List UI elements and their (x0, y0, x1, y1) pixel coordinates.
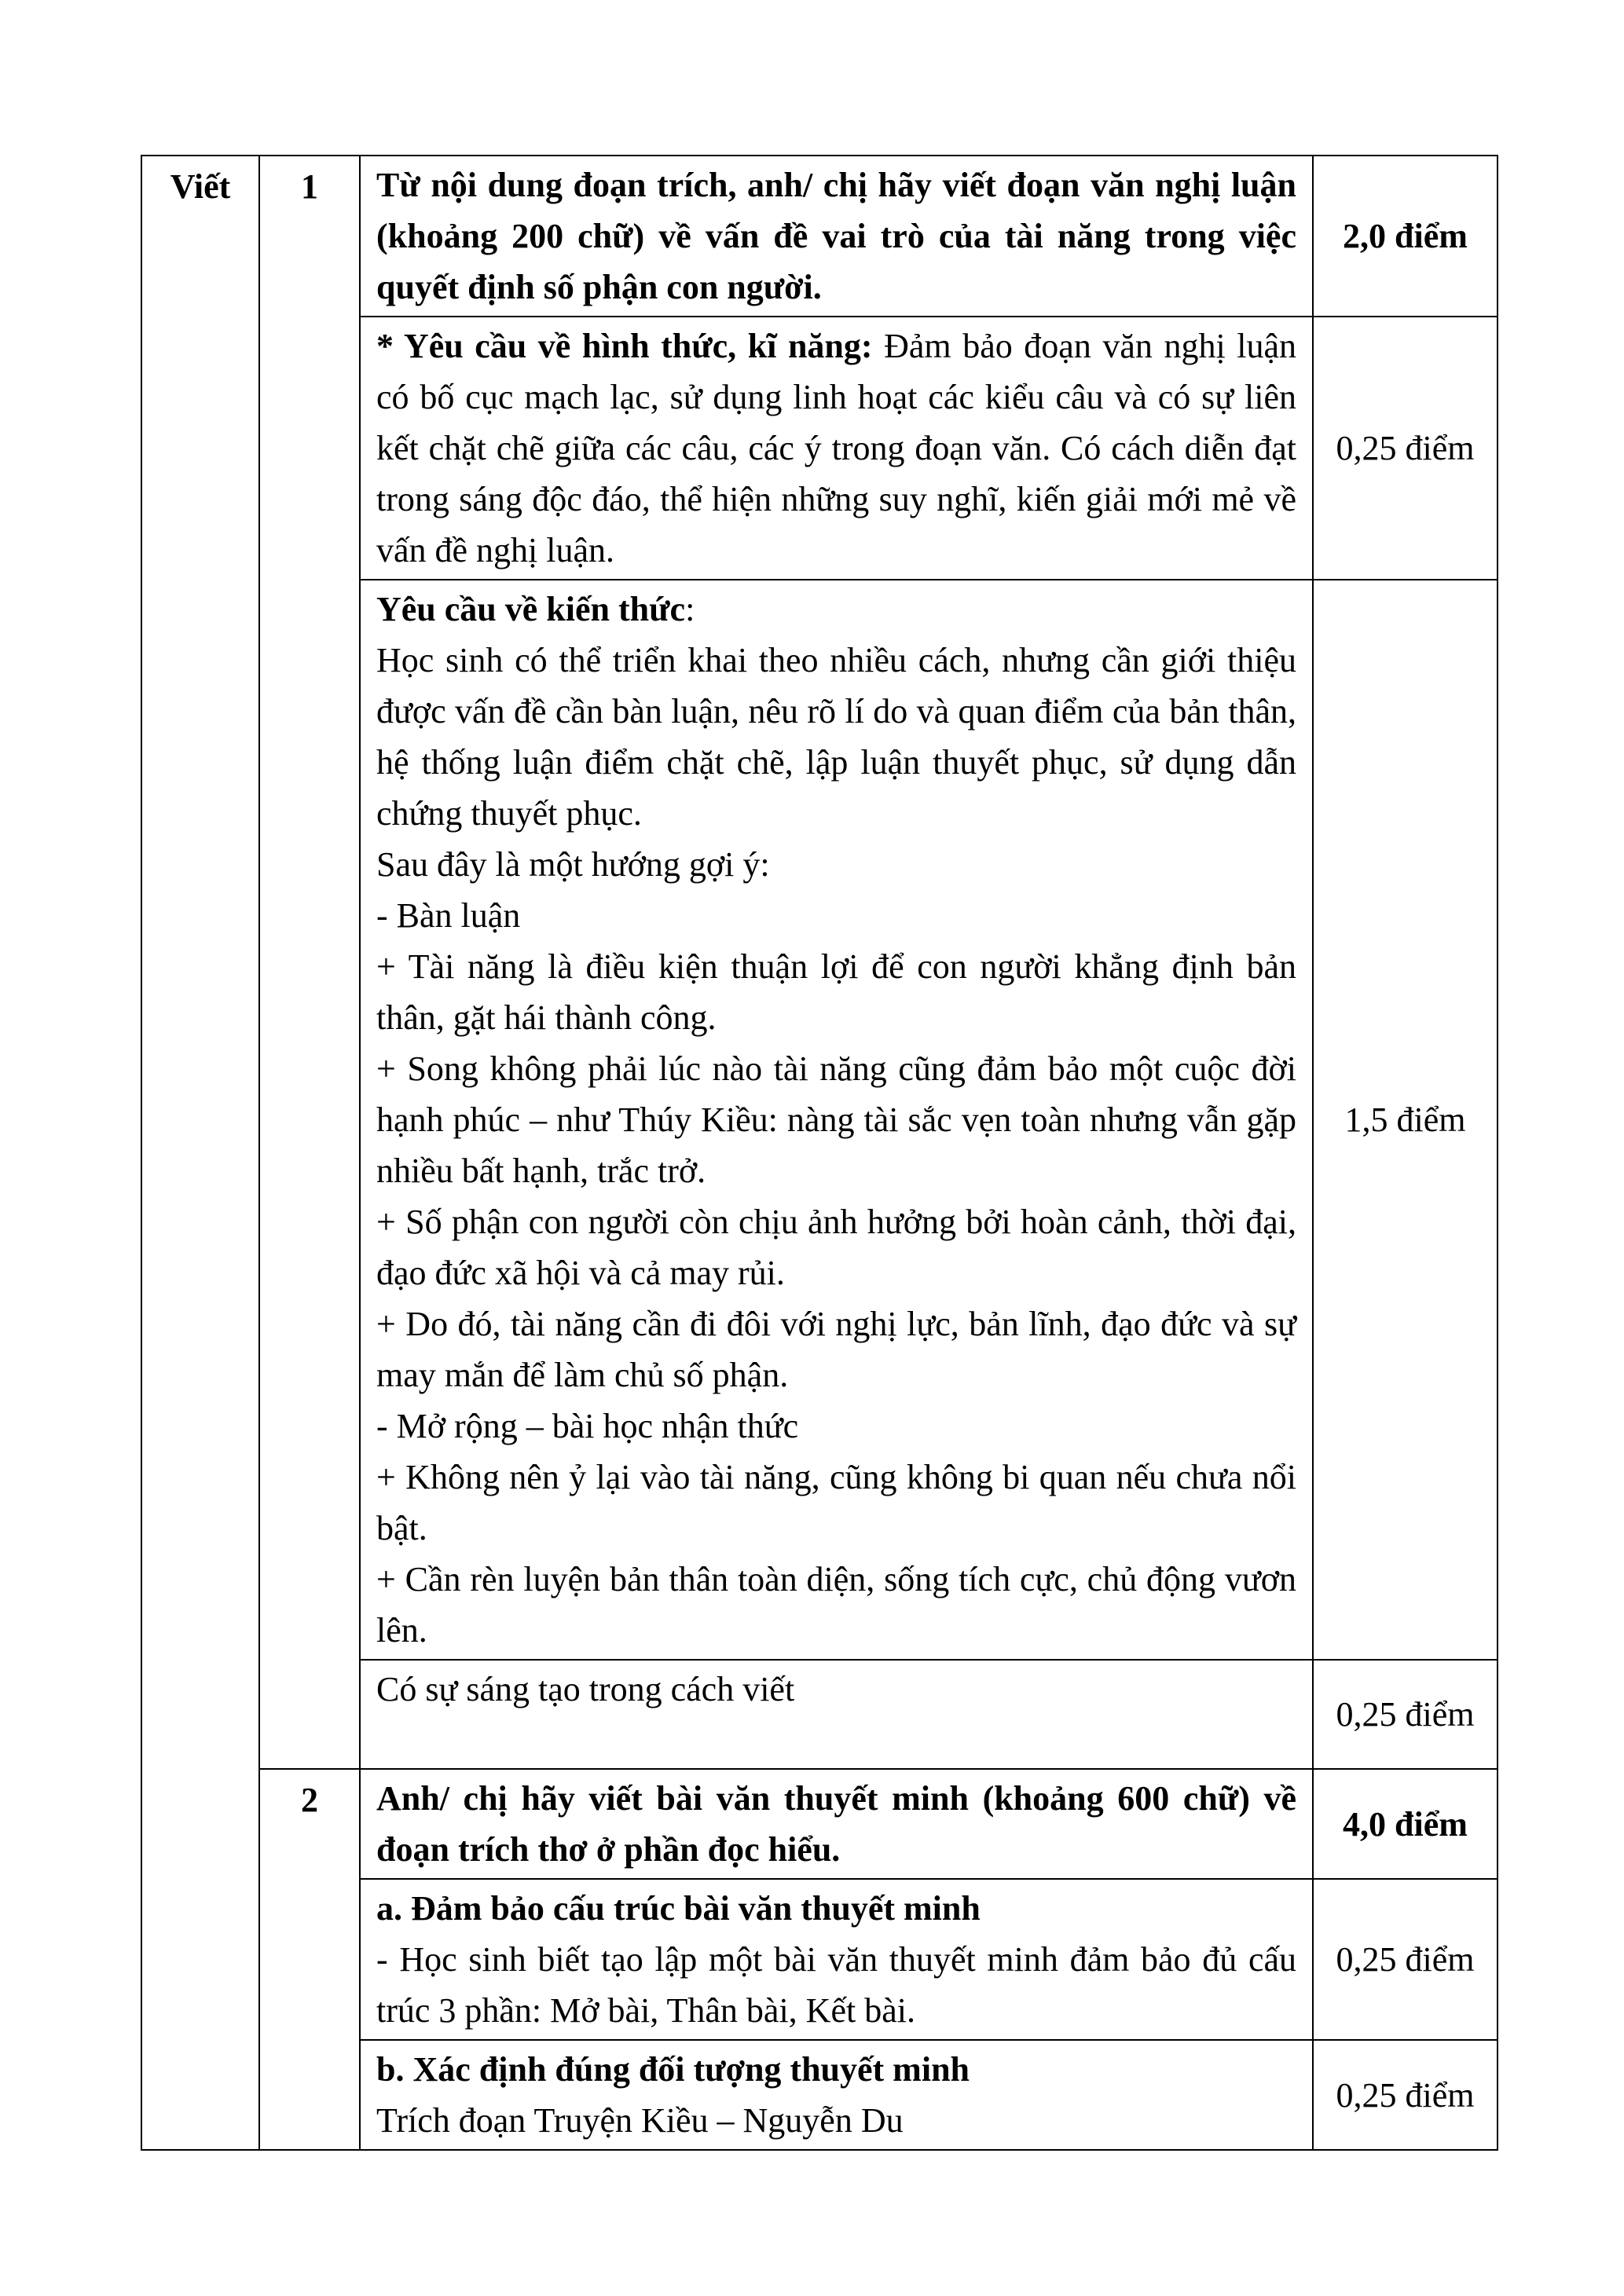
criterion-label: a. Đảm bảo cấu trúc bài văn thuyết minh (376, 1889, 981, 1928)
criterion-text: Đảm bảo đoạn văn nghị luận có bố cục mạch lạc, sử dụng linh hoạt các kiểu câu và có sự liên kết chặt chẽ giữa các câu, các ý trong đoạn văn. Có cách diễn đạt trong sáng độc đáo, thể hiện những suy nghĩ, kiến giải mới mẻ về vấn đề nghị luận. (376, 327, 1296, 569)
criterion-form (360, 317, 1313, 580)
criterion-structure (360, 1879, 1313, 2040)
criterion-score: 0,25 điểm (1313, 2040, 1498, 2150)
criterion-subject (360, 2040, 1313, 2150)
criterion-score: 1,5 điểm (1313, 580, 1498, 1660)
grading-table (141, 155, 1498, 2151)
knowledge-line: Sau đây là một hướng gợi ý: (376, 845, 770, 884)
criterion-text: Trích đoạn Truyện Kiều – Nguyễn Du (376, 2101, 904, 2140)
criterion-knowledge (360, 580, 1313, 1660)
criterion-heading: Yêu cầu về kiến thức: (376, 590, 695, 628)
question-prompt: Từ nội dung đoạn trích, anh/ chị hãy viết đoạn văn nghị luận (khoảng 200 chữ) về vấn đề vai trò của tài năng trong việc quyết định số phận con người. (360, 156, 1313, 317)
knowledge-line: - Mở rộng – bài học nhận thức (376, 1407, 799, 1445)
section-cell: Viết (141, 156, 259, 2150)
knowledge-line: + Cần rèn luyện bản thân toàn diện, sống tích cực, chủ động vươn lên. (376, 1560, 1296, 1650)
question-number: 2 (259, 1769, 360, 2150)
question-number: 1 (259, 156, 360, 1769)
knowledge-line: + Tài năng là điều kiện thuận lợi để con người khẳng định bản thân, gặt hái thành công. (376, 947, 1296, 1037)
knowledge-line: + Song không phải lúc nào tài năng cũng đảm bảo một cuộc đời hạnh phúc – như Thúy Kiều: nàng tài sắc vẹn toàn nhưng vẫn gặp nhiều bất hạnh, trắc trở. (376, 1049, 1296, 1190)
knowledge-line: + Do đó, tài năng cần đi đôi với nghị lực, bản lĩnh, đạo đức và sự may mắn để làm chủ số phận. (376, 1305, 1296, 1394)
criterion-score: 0,25 điểm (1313, 317, 1498, 580)
knowledge-line: Học sinh có thể triển khai theo nhiều cách, nhưng cần giới thiệu được vấn đề cần bàn luận, nêu rõ lí do và quan điểm của bản thân, hệ thống luận điểm chặt chẽ, lập luận thuyết phục, sử dụng dẫn chứng thuyết phục. (376, 641, 1296, 833)
question-score: 4,0 điểm (1313, 1769, 1498, 1879)
criterion-score: 0,25 điểm (1313, 1660, 1498, 1769)
knowledge-line: - Bàn luận (376, 896, 521, 935)
criterion-label: * Yêu cầu về hình thức, kĩ năng: (376, 327, 873, 365)
knowledge-line: + Số phận con người còn chịu ảnh hưởng bởi hoàn cảnh, thời đại, đạo đức xã hội và cả may rủi. (376, 1203, 1296, 1292)
table-row (141, 156, 1498, 317)
table-row (141, 1769, 1498, 1879)
criterion-label: b. Xác định đúng đối tượng thuyết minh (376, 2050, 970, 2089)
question-prompt: Anh/ chị hãy viết bài văn thuyết minh (khoảng 600 chữ) về đoạn trích thơ ở phần đọc hiểu. (360, 1769, 1313, 1879)
criterion-text: - Học sinh biết tạo lập một bài văn thuyết minh đảm bảo đủ cấu trúc 3 phần: Mở bài, Thân bài, Kết bài. (376, 1940, 1296, 2030)
criterion-creativity: Có sự sáng tạo trong cách viết (360, 1660, 1313, 1769)
question-score: 2,0 điểm (1313, 156, 1498, 317)
knowledge-line: + Không nên ỷ lại vào tài năng, cũng không bi quan nếu chưa nổi bật. (376, 1458, 1296, 1547)
criterion-score: 0,25 điểm (1313, 1879, 1498, 2040)
